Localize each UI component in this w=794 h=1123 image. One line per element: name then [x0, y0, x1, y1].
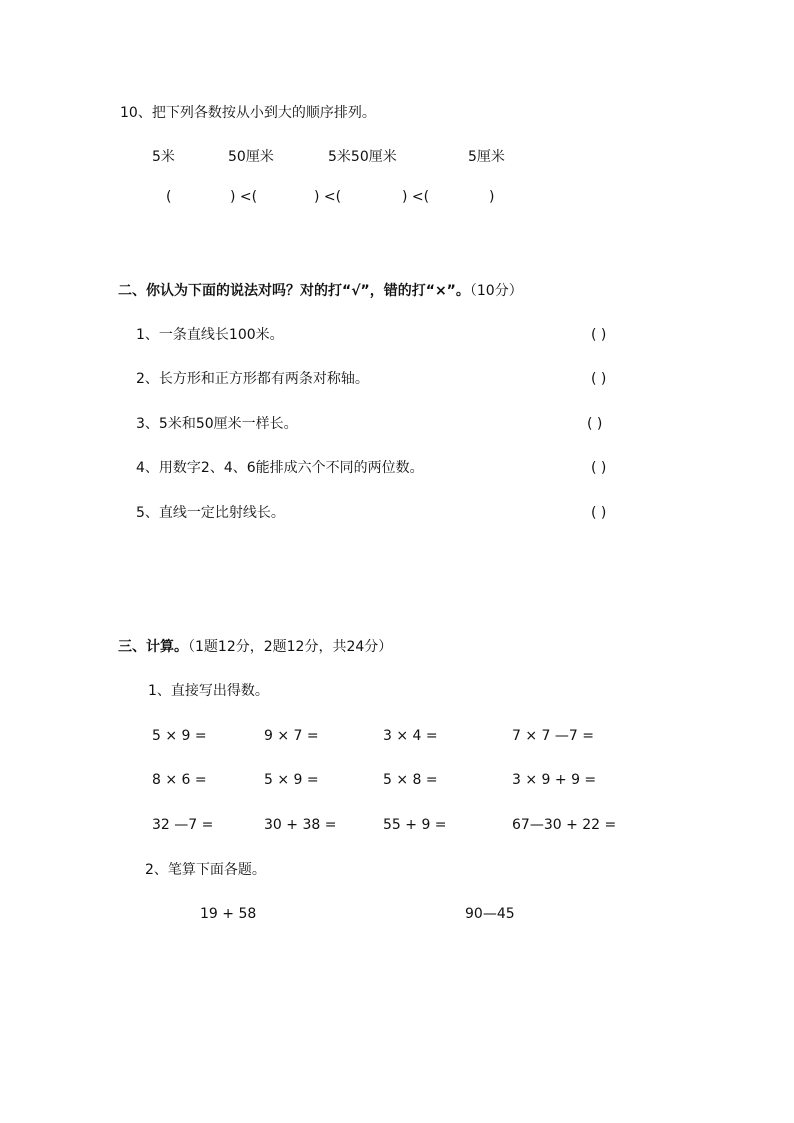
judge-answer-5[interactable]: ( )	[591, 505, 607, 521]
calc-r3-c3: 55 + 9 =	[383, 817, 447, 833]
section2-points: （10分）	[469, 283, 523, 299]
q10-order-close: )	[489, 189, 495, 205]
judge-item-2: 2、长方形和正方形都有两条对称轴。	[136, 371, 369, 387]
judge-answer-1[interactable]: ( )	[591, 327, 607, 343]
calc-r1-c1: 5 × 9 =	[152, 728, 207, 744]
calc-r1-c4: 7 × 7 —7 =	[512, 728, 594, 744]
q10-item-4: 5厘米	[468, 149, 505, 165]
written-calc-1: 19 + 58	[200, 906, 257, 922]
section3-header	[118, 638, 392, 656]
q10-item-2: 50厘米	[228, 149, 274, 165]
calc-r3-c4: 67—30 + 22 =	[512, 817, 617, 833]
calc-r2-c4: 3 × 9 + 9 =	[512, 772, 597, 788]
section3-points: （1题12分，2题12分，共24分）	[188, 639, 393, 655]
calc-r3-c2: 30 + 38 =	[264, 817, 337, 833]
judge-item-4: 4、用数字2、4、6能排成六个不同的两位数。	[136, 460, 424, 476]
judge-item-3: 3、5米和50厘米一样长。	[136, 416, 298, 432]
section3-sub2: 2、笔算下面各题。	[145, 862, 266, 878]
calc-r2-c2: 5 × 9 =	[264, 772, 319, 788]
section2-heading: 二、你认为下面的说法对吗？对的打“√”，错的打“×”。	[118, 283, 470, 299]
calc-r2-c3: 5 × 8 =	[383, 772, 438, 788]
judge-item-1: 1、一条直线长100米。	[136, 327, 284, 343]
calc-r3-c1: 32 —7 =	[152, 817, 214, 833]
section3-sub1: 1、直接写出得数。	[148, 683, 269, 699]
q10-title: 10、把下列各数按从小到大的顺序排列。	[120, 105, 376, 121]
calc-r1-c3: 3 × 4 =	[383, 728, 438, 744]
q10-order-open: (	[166, 189, 172, 205]
judge-answer-2[interactable]: ( )	[591, 371, 607, 387]
q10-item-1: 5米	[152, 149, 175, 165]
calc-r1-c2: 9 × 7 =	[264, 728, 319, 744]
q10-order-lt-2: ) <(	[314, 189, 342, 205]
judge-item-5: 5、直线一定比射线长。	[136, 505, 285, 521]
judge-answer-4[interactable]: ( )	[591, 460, 607, 476]
q10-order-lt-3: ) <(	[402, 189, 430, 205]
section2-header	[118, 282, 523, 300]
q10-order-lt-1: ) <(	[230, 189, 258, 205]
calc-r2-c1: 8 × 6 =	[152, 772, 207, 788]
q10-item-3: 5米50厘米	[328, 149, 397, 165]
written-calc-2: 90—45	[465, 906, 515, 922]
section3-heading: 三、计算。	[118, 639, 188, 655]
judge-answer-3[interactable]: ( )	[587, 416, 603, 432]
